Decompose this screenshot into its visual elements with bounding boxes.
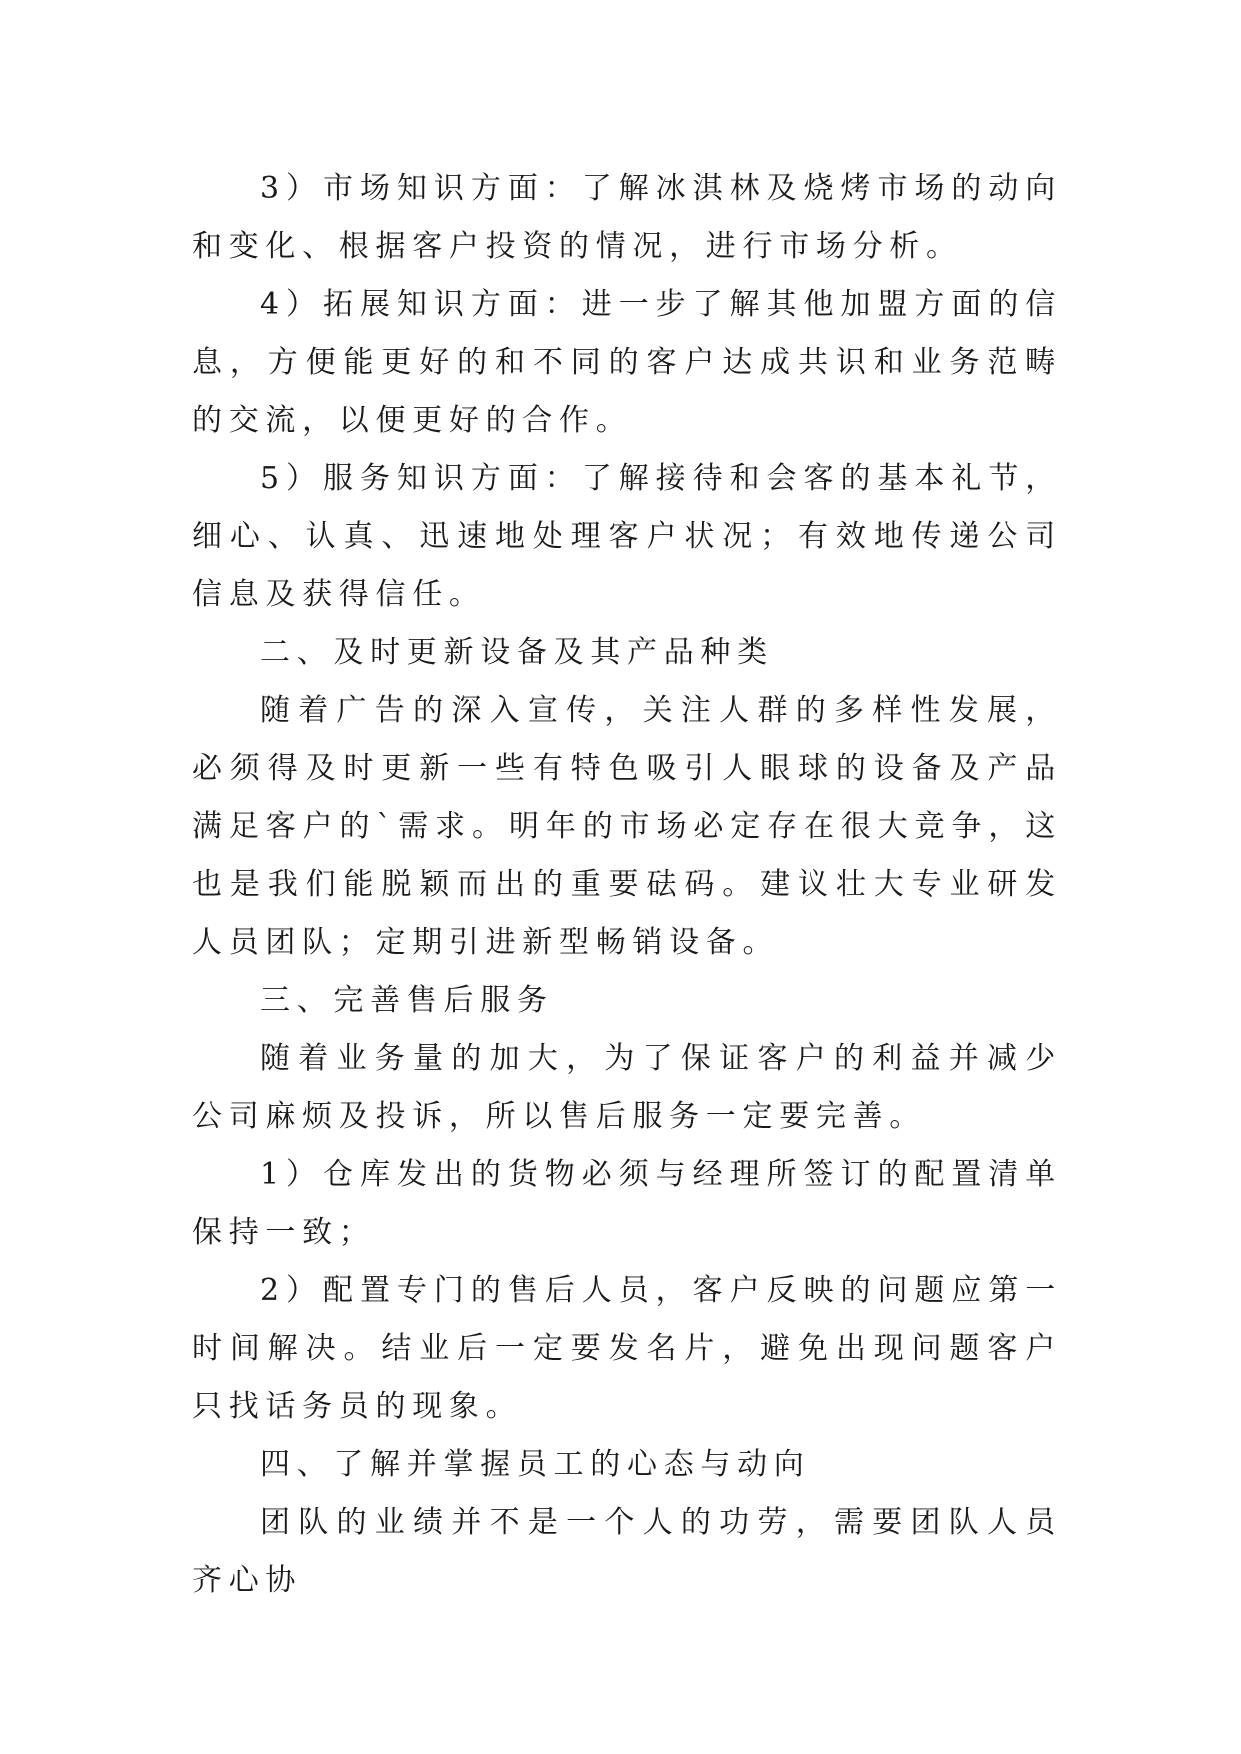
paragraph-equipment: 随着广告的深入宣传，关注人群的多样性发展，必须得及时更新一些有特色吸引人眼球的设备及产品满足客户的`需求。明年的市场必定存在很大竞争，这也是我们能脱颖而出的重要砝码。建议壮大专业研发人员团队；定期引进新型畅销设备。 bbox=[192, 693, 1062, 960]
section-heading-staff: 四、了解并掌握员工的心态与动向 bbox=[260, 1447, 811, 1482]
paragraph-market-knowledge: 3）市场知识方面：了解冰淇林及烧烤市场的动向和变化、根据客户投资的情况，进行市场分析。 bbox=[192, 171, 1062, 264]
paragraph-team: 团队的业绩并不是一个人的功劳，需要团队人员齐心协 bbox=[192, 1505, 1062, 1598]
paragraph-after-sales: 随着业务量的加大，为了保证客户的利益并减少公司麻烦及投诉，所以售后服务一定要完善。 bbox=[192, 1041, 1062, 1134]
paragraph-after-sales-staff: 2）配置专门的售后人员，客户反映的问题应第一时间解决。结业后一定要发名片，避免出现问题客户只找话务员的现象。 bbox=[192, 1273, 1062, 1424]
paragraph-warehouse: 1）仓库发出的货物必须与经理所签订的配置清单保持一致； bbox=[192, 1157, 1062, 1250]
paragraph-expansion-knowledge: 4）拓展知识方面：进一步了解其他加盟方面的信息，方便能更好的和不同的客户达成共识和业务范畴的交流，以便更好的合作。 bbox=[192, 287, 1062, 438]
document-body bbox=[192, 160, 1062, 1610]
section-heading-after-sales: 三、完善售后服务 bbox=[260, 983, 554, 1018]
paragraph-service-knowledge: 5）服务知识方面：了解接待和会客的基本礼节，细心、认真、迅速地处理客户状况；有效地传递公司信息及获得信任。 bbox=[192, 461, 1062, 612]
section-heading-equipment: 二、及时更新设备及其产品种类 bbox=[260, 635, 774, 670]
